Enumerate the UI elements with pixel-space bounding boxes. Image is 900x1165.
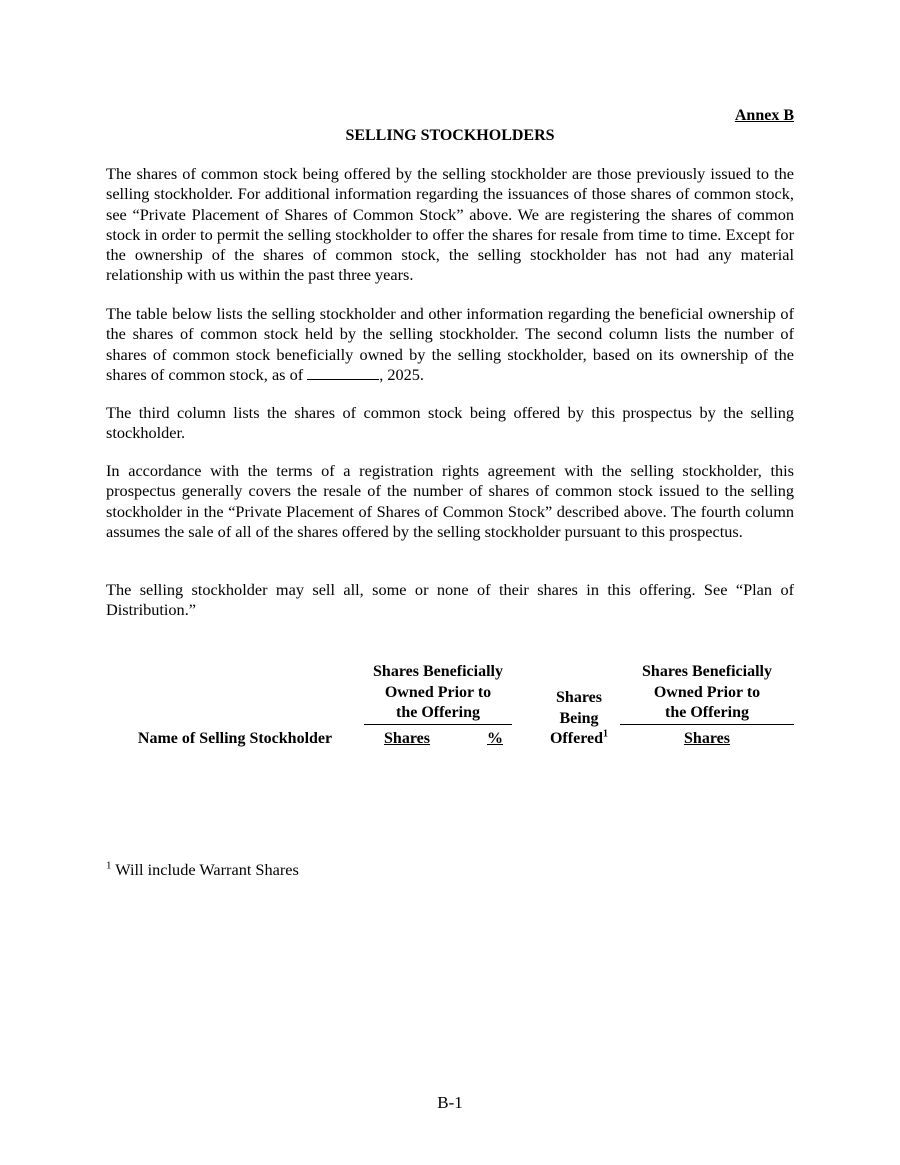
paragraph-1: The shares of common stock being offered by the selling stockholder are those previously issued to the selling stockholder. For additional information regarding the issuances of those shares of common stock, see “Private Placement of Shares of Common Stock” above. We are registering the shares of common stock in order to permit the selling stockholder to offer the shares for resale from time to time. Except for the ownership of the shares of common stock, the selling stockholder has not had any material relationship with us within the past three years.: [106, 164, 794, 285]
group-rule-before: [364, 724, 512, 725]
group-header-after-offering: Shares Beneficially Owned Prior to the Offering: [642, 663, 772, 721]
footnote-ref: 1: [603, 728, 608, 740]
footnote-text: Will include Warrant Shares: [115, 860, 299, 879]
paragraph-3: The third column lists the shares of common stock being offered by this prospectus by the selling stockholder.: [106, 403, 794, 443]
group-rule-after: [620, 724, 794, 725]
name-column-header: Name of Selling Stockholder: [137, 730, 333, 747]
footnote: [106, 860, 299, 880]
selling-stockholder-table: [106, 662, 794, 762]
page-title: SELLING STOCKHOLDERS: [345, 127, 555, 144]
shares-column-header: Shares: [384, 730, 430, 747]
paragraph-2-end: , 2025.: [379, 364, 424, 384]
shares-offered-header: Shares Being Offered$^1$: [549, 689, 608, 747]
paragraph-2: [106, 304, 794, 385]
shares-after-column-header: Shares: [684, 730, 730, 747]
paragraph-4: In accordance with the terms of a registration rights agreement with the selling stockholder, this prospectus generally covers the resale of the number of shares of common stock issued to the selling stockholder in the “Private Placement of Shares of Common Stock” described above. The fourth column assumes the sale of all of the shares offered by the selling stockholder pursuant to this prospectus.: [106, 461, 794, 541]
paragraph-5: The selling stockholder may sell all, some or none of their shares in this offering. See “Plan of Distribution.”: [106, 580, 794, 620]
paragraph-2-text: The table below lists the selling stockholder and other information regarding the beneficial ownership of the shares of common stock held by the selling stockholder. The second column lists the number of shares of common stock beneficially owned by the selling stockholder, based on its ownership of the shares of common stock, as of: [106, 304, 794, 384]
page-number: B-1: [437, 1093, 463, 1112]
footnote-marker: 1: [106, 859, 112, 872]
annex-label: Annex B: [734, 107, 794, 124]
percent-column-header: %: [487, 730, 503, 747]
group-header-before-offering: Shares Beneficially Owned Prior to the Offering: [373, 663, 503, 721]
date-blank: [307, 365, 379, 380]
